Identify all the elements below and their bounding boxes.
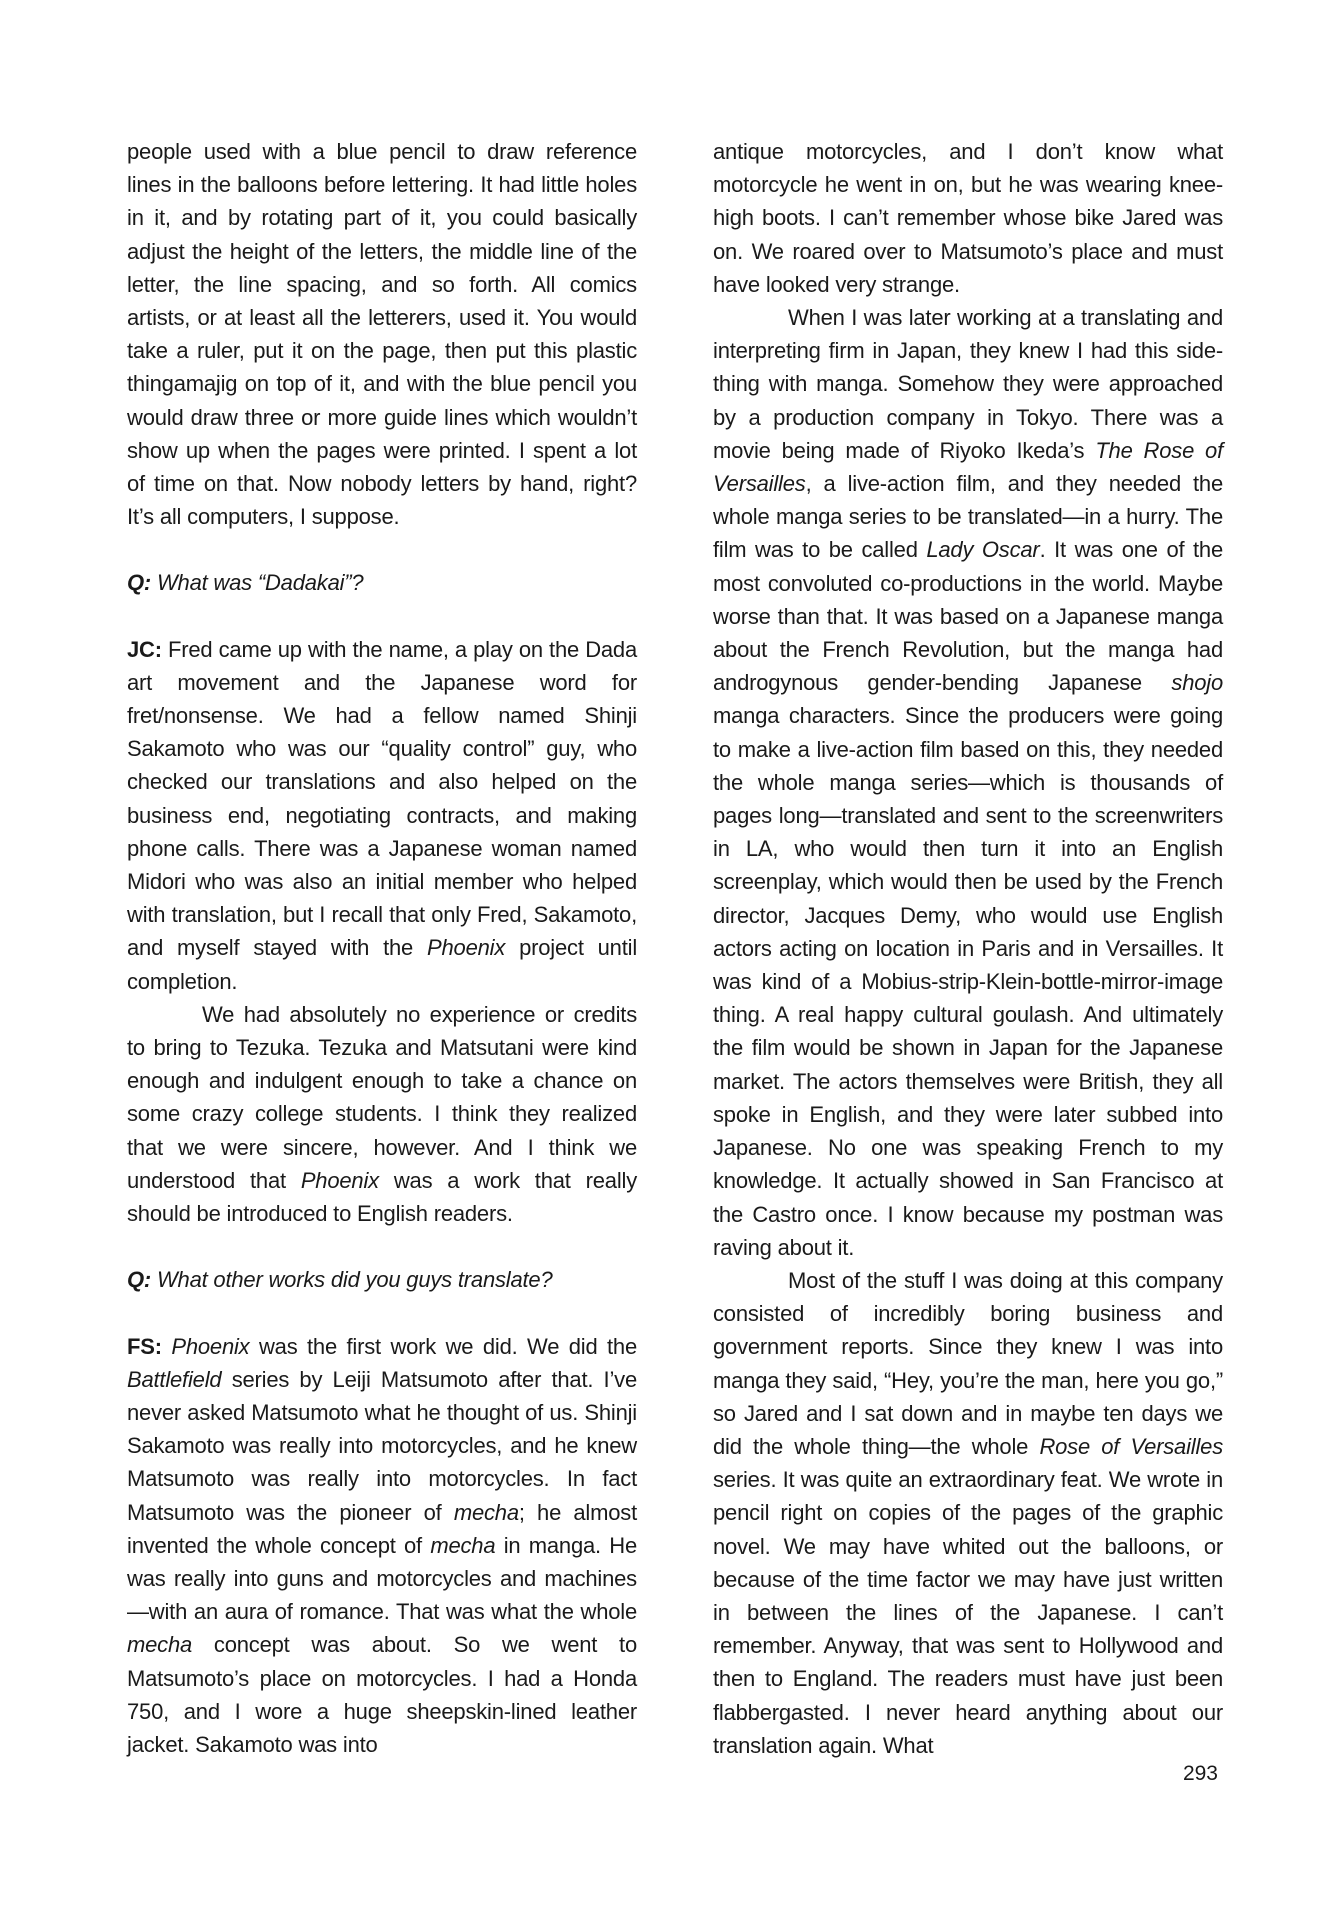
paragraph bbox=[127, 633, 637, 998]
italic-term: mecha bbox=[453, 1499, 519, 1525]
text-run: . It was one of the most convoluted co-productions in the world. Maybe worse than that. It was based on a Japanese manga about the French Revolution, but the manga had androgynous gender-bending Japanese bbox=[713, 537, 1223, 696]
italic-title: Battlefield bbox=[127, 1366, 222, 1392]
italic-title: Lady Oscar bbox=[926, 537, 1040, 563]
text-run: Fred came up with the name, a play on the Dada art movement and the Japanese word for fret/nonsense. We had a fellow named Shinji Sakamoto who was our “quality control” guy, who checked our translations and also helped on the business end, negotiating contracts, and making phone calls. There was a Japanese woman named Midori who was also an initial member who helped with translation, but I recall that only Fred, Sakamoto, and myself stayed with the bbox=[127, 636, 637, 961]
right-column bbox=[713, 135, 1223, 1762]
italic-title: Rose of Versailles bbox=[1039, 1433, 1223, 1459]
text-run: concept was about. So we went to Matsumoto’s place on motorcycles. I had a Honda 750, and I wore a huge sheepskin-lined leather jacket. Sakamoto was into bbox=[127, 1632, 637, 1757]
text-run: manga characters. Since the producers were going to make a live-action film based on this, they needed the whole manga series—which is thousands of pages long—translated and sent to the screenwriters in LA, who would then turn it into an English screenplay, which would then be used by the French director, Jacques Demy, who would use English actors acting on location in Paris and in Versailles. It was kind of a Mobius-strip-Klein-bottle-mirror-image thing. A real happy cultural goulash. And ultimately the film would be shown in Japan for the Japanese market. The actors themselves were British, they all spoke in English, and they were later subbed into Japanese. No one was speaking French to my knowledge. It actually showed in San Francisco at the Castro once. I know because my postman was raving about it. bbox=[713, 703, 1223, 1260]
speaker-label-jc: JC: bbox=[127, 636, 162, 662]
text-run: was a work that really should be introduced to English readers. bbox=[127, 1167, 637, 1227]
question-dadakai bbox=[127, 566, 637, 599]
text-run: ; he almost invented the whole concept of bbox=[127, 1499, 637, 1558]
italic-term: mecha bbox=[430, 1532, 496, 1558]
paragraph bbox=[713, 1264, 1223, 1762]
speaker-label-fs: FS: bbox=[127, 1333, 162, 1359]
italic-title: Phoenix bbox=[171, 1333, 250, 1359]
paragraph bbox=[127, 998, 637, 1230]
paragraph: people used with a blue pencil to draw reference lines in the balloons before lettering. It had little holes in it, and by rotating part of it, you could basically adjust the height of the letters, the middle line of the letter, the line spacing, and so forth. All comics artists, or at least all the letterers, used it. You would take a ruler, put it on the page, then put this plastic thingamajig on top of it, and with the blue pencil you would draw three or more guide lines which wouldn’t show up when the pages were printed. I spent a lot of time on that. Now nobody letters by hand, right? It’s all computers, I suppose. bbox=[127, 139, 637, 530]
paragraph bbox=[713, 301, 1223, 1264]
italic-term: shojo bbox=[1171, 670, 1223, 696]
italic-title: The Rose of Versailles bbox=[713, 437, 1224, 497]
text-run: series. It was quite an extraordinary feat. We wrote in pencil right on copies of the pages of the graphic novel. We may have whited out the balloons, or because of the time factor we may have just written in between the lines of the Japanese. I can’t remember. Anyway, that was sent to Hollywood and then to England. The readers must have just been flabbergasted. I never heard anything about our translation again. What bbox=[713, 1467, 1223, 1758]
italic-title: Phoenix bbox=[300, 1167, 379, 1193]
text-run: was the first work we did. We did the bbox=[258, 1333, 637, 1359]
text-run: We had absolutely no experience or credits to bring to Tezuka. Tezuka and Matsutani were kind enough and indulgent enough to take a chance on some crazy college students. I think they realized that we were sincere, however. And I think we understood that bbox=[127, 1001, 637, 1193]
page-number: 293 bbox=[1182, 1762, 1218, 1785]
left-column bbox=[127, 135, 637, 1761]
paragraph bbox=[127, 1330, 637, 1762]
question-text: What other works did you guys translate? bbox=[156, 1267, 553, 1293]
text-run: When I was later working at a translating and interpreting firm in Japan, they knew I had this side-thing with manga. Somehow they were approached by a production company in Tokyo. There was a movie being made of Riyoko Ikeda’s bbox=[713, 305, 1223, 463]
text-run: , a live-action film, and they needed the whole manga series to be translated—in a hurry. The film was to be called bbox=[713, 471, 1223, 563]
text-run: Most of the stuff I was doing at this company consisted of incredibly boring business and government reports. Since they knew I was into manga they said, “Hey, you’re the man, here you go,” so Jared and I sat down and in maybe ten days we did the whole thing—the whole bbox=[713, 1267, 1223, 1459]
italic-title: Phoenix bbox=[427, 935, 506, 961]
text-run: project until completion. bbox=[127, 935, 638, 994]
text-run: series by Leiji Matsumoto after that. I’ve never asked Matsumoto what he thought of us. Shinji Sakamoto was really into motorcycles, and he knew Matsumoto was really into motorcycles. In fact Matsumoto was the pioneer of bbox=[127, 1366, 637, 1525]
question-other-works bbox=[127, 1263, 637, 1296]
question-text: What was “Dadakai”? bbox=[156, 570, 364, 596]
italic-term: mecha bbox=[127, 1632, 193, 1658]
question-label: Q: bbox=[127, 1267, 152, 1293]
paragraph: antique motorcycles, and I don’t know what motorcycle he went in on, but he was wearing knee-high boots. I can’t remember whose bike Jared was on. We roared over to Matsumoto’s place and must have looked very strange. bbox=[713, 139, 1223, 297]
text-run: in manga. He was really into guns and motorcycles and machines—with an aura of romance. That was what the whole bbox=[127, 1532, 638, 1625]
question-label: Q: bbox=[127, 570, 152, 596]
